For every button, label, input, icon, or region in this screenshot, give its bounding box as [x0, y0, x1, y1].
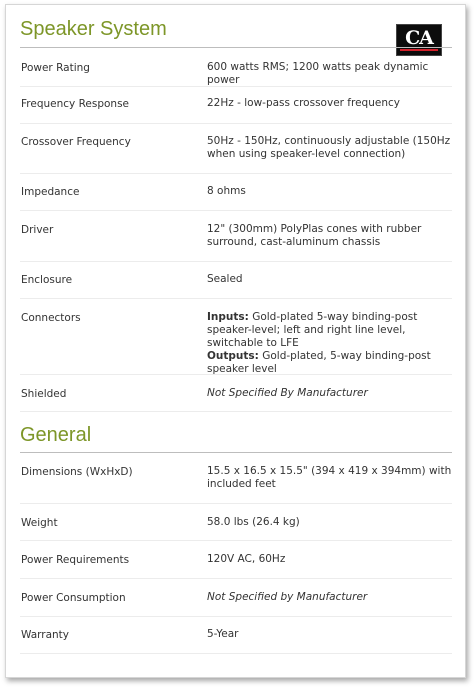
- row-divider: [20, 86, 452, 87]
- section-title-speaker-system: Speaker System: [20, 18, 167, 40]
- spec-label-shielded: Shielded: [21, 388, 67, 400]
- spec-label-impedance: Impedance: [21, 186, 80, 198]
- spec-value-warranty: 5-Year: [207, 628, 239, 640]
- row-divider: [20, 578, 452, 579]
- row-divider: [20, 298, 452, 299]
- section-title-general: General: [20, 424, 92, 446]
- row-divider: [20, 616, 452, 617]
- row-divider: [20, 540, 452, 541]
- connectors-inputs-value: Gold-plated 5-way binding-post speaker-level; left and right line level, switchable to LFE: [207, 311, 418, 349]
- row-divider: [20, 123, 452, 124]
- spec-label-frequency-response: Frequency Response: [21, 98, 130, 110]
- spec-label-power-requirements: Power Requirements: [21, 554, 130, 566]
- section-rule: [20, 47, 452, 48]
- spec-value-crossover-frequency: 50Hz - 150Hz, continuously adjustable (150Hz when using speaker-level connection): [207, 135, 451, 160]
- spec-label-power-rating: Power Rating: [21, 62, 90, 74]
- connectors-outputs-value: Gold-plated, 5-way binding-post speaker level: [207, 350, 431, 375]
- power-consumption-value-text: Not Specified by Manufacturer: [207, 591, 368, 603]
- connectors-outputs-label: Outputs:: [207, 350, 259, 362]
- spec-label-warranty: Warranty: [21, 629, 70, 641]
- spec-value-power-rating: 600 watts RMS; 1200 watts peak dynamic power: [207, 61, 429, 86]
- spec-value-driver: 12" (300mm) PolyPlas cones with rubber surround, cast-aluminum chassis: [207, 223, 422, 248]
- row-divider: [20, 210, 452, 211]
- spec-label-weight: Weight: [21, 517, 58, 529]
- section-rule: [20, 452, 452, 453]
- shielded-value-text: Not Specified By Manufacturer: [207, 387, 368, 399]
- spec-value-power-requirements: 120V AC, 60Hz: [207, 553, 286, 565]
- spec-value-frequency-response: 22Hz - low-pass crossover frequency: [207, 97, 400, 109]
- connectors-inputs-label: Inputs:: [207, 311, 249, 323]
- spec-value-connectors: [207, 311, 455, 376]
- spec-value-enclosure: Sealed: [207, 273, 243, 285]
- logo-text: CA: [405, 27, 433, 49]
- spec-label-driver: Driver: [21, 224, 54, 236]
- spec-value-power-consumption: [207, 591, 455, 604]
- spec-label-connectors: Connectors: [21, 312, 81, 324]
- spec-value-dimensions: 15.5 x 16.5 x 15.5" (394 x 419 x 394mm) with included feet: [207, 465, 452, 490]
- row-divider: [20, 173, 452, 174]
- row-divider: [20, 503, 452, 504]
- spec-label-crossover-frequency: Crossover Frequency: [21, 136, 131, 148]
- spec-label-dimensions: Dimensions (WxHxD): [21, 466, 133, 478]
- row-divider: [20, 653, 452, 654]
- spec-label-enclosure: Enclosure: [21, 274, 73, 286]
- row-divider: [20, 411, 452, 412]
- spec-value-shielded: [207, 387, 455, 400]
- brand-logo: [396, 24, 442, 56]
- spec-label-power-consumption: Power Consumption: [21, 592, 126, 604]
- row-divider: [20, 261, 452, 262]
- row-divider: [20, 374, 452, 375]
- logo-underline: [400, 49, 438, 51]
- spec-value-impedance: 8 ohms: [207, 185, 246, 197]
- spec-value-weight: 58.0 lbs (26.4 kg): [207, 516, 300, 528]
